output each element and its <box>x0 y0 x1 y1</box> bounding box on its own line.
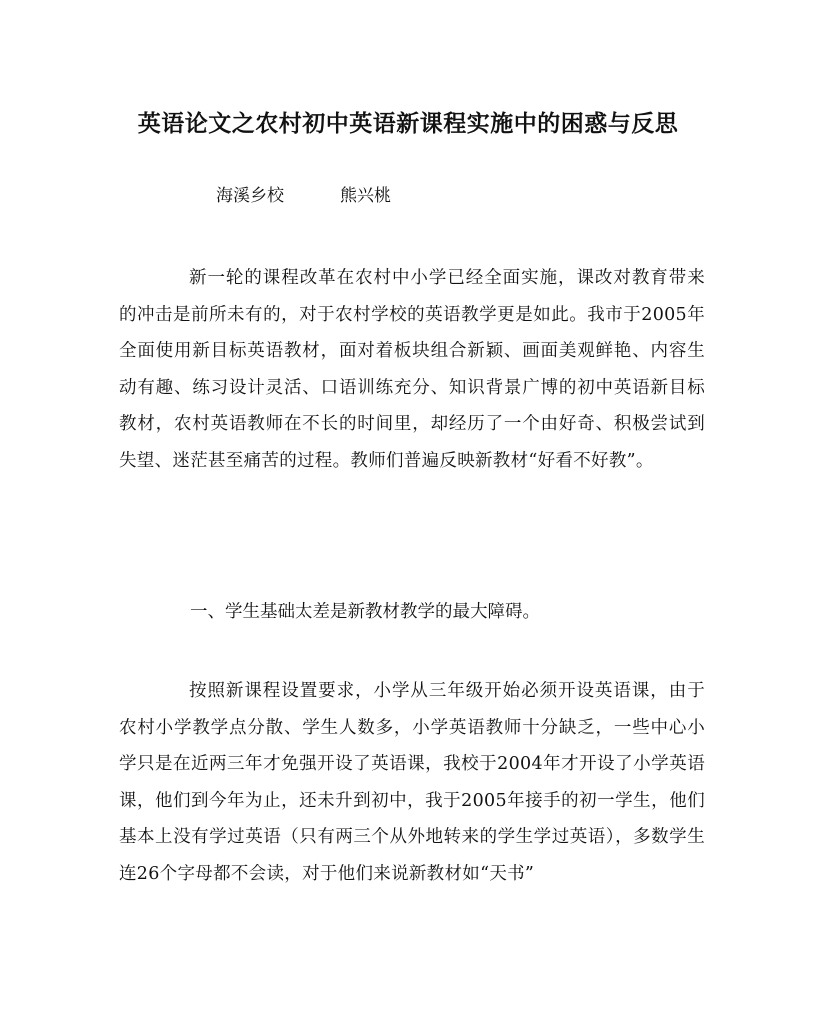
document-title: 英语论文之农村初中英语新课程实施中的困惑与反思 <box>137 110 679 137</box>
author-line <box>216 182 391 210</box>
paragraph-section-1: 按照新课程设置要求，小学从三年级开始必须开设英语课，由于农村小学教学点分散、学生人数多，小学英语教师十分缺乏，一些中心小学只是在近两三年才免强开设了英语课，我校于2004年才开设了小学英语课，他们到今年为止，还未升到初中，我于2005年接手的初一学生，他们基本上没有学过英语（只有两三个从外地转来的学生学过英语），多数学生连26个字母都不会读，对于他们来说新教材如“天书” <box>119 681 705 884</box>
school-name: 海溪乡校 <box>216 186 284 206</box>
author-name: 熊兴桃 <box>340 186 391 206</box>
section-heading-1: 一、学生基础太差是新教材教学的最大障碍。 <box>190 602 540 622</box>
paragraph-intro: 新一轮的课程改革在农村中小学已经全面实施，课改对教育带来的冲击是前所未有的，对于农村学校的英语教学更是如此。我市于2005年全面使用新目标英语教材，面对着板块组合新颖、画面美观鲜艳、内容生动有趣、练习设计灵活、口语训练充分、知识背景广博的初中英语新目标教材，农村英语教师在不长的时间里，却经历了一个由好奇、积极尝试到失望、迷茫甚至痛苦的过程。教师们普遍反映新教材“好看不好教”。 <box>119 268 705 471</box>
